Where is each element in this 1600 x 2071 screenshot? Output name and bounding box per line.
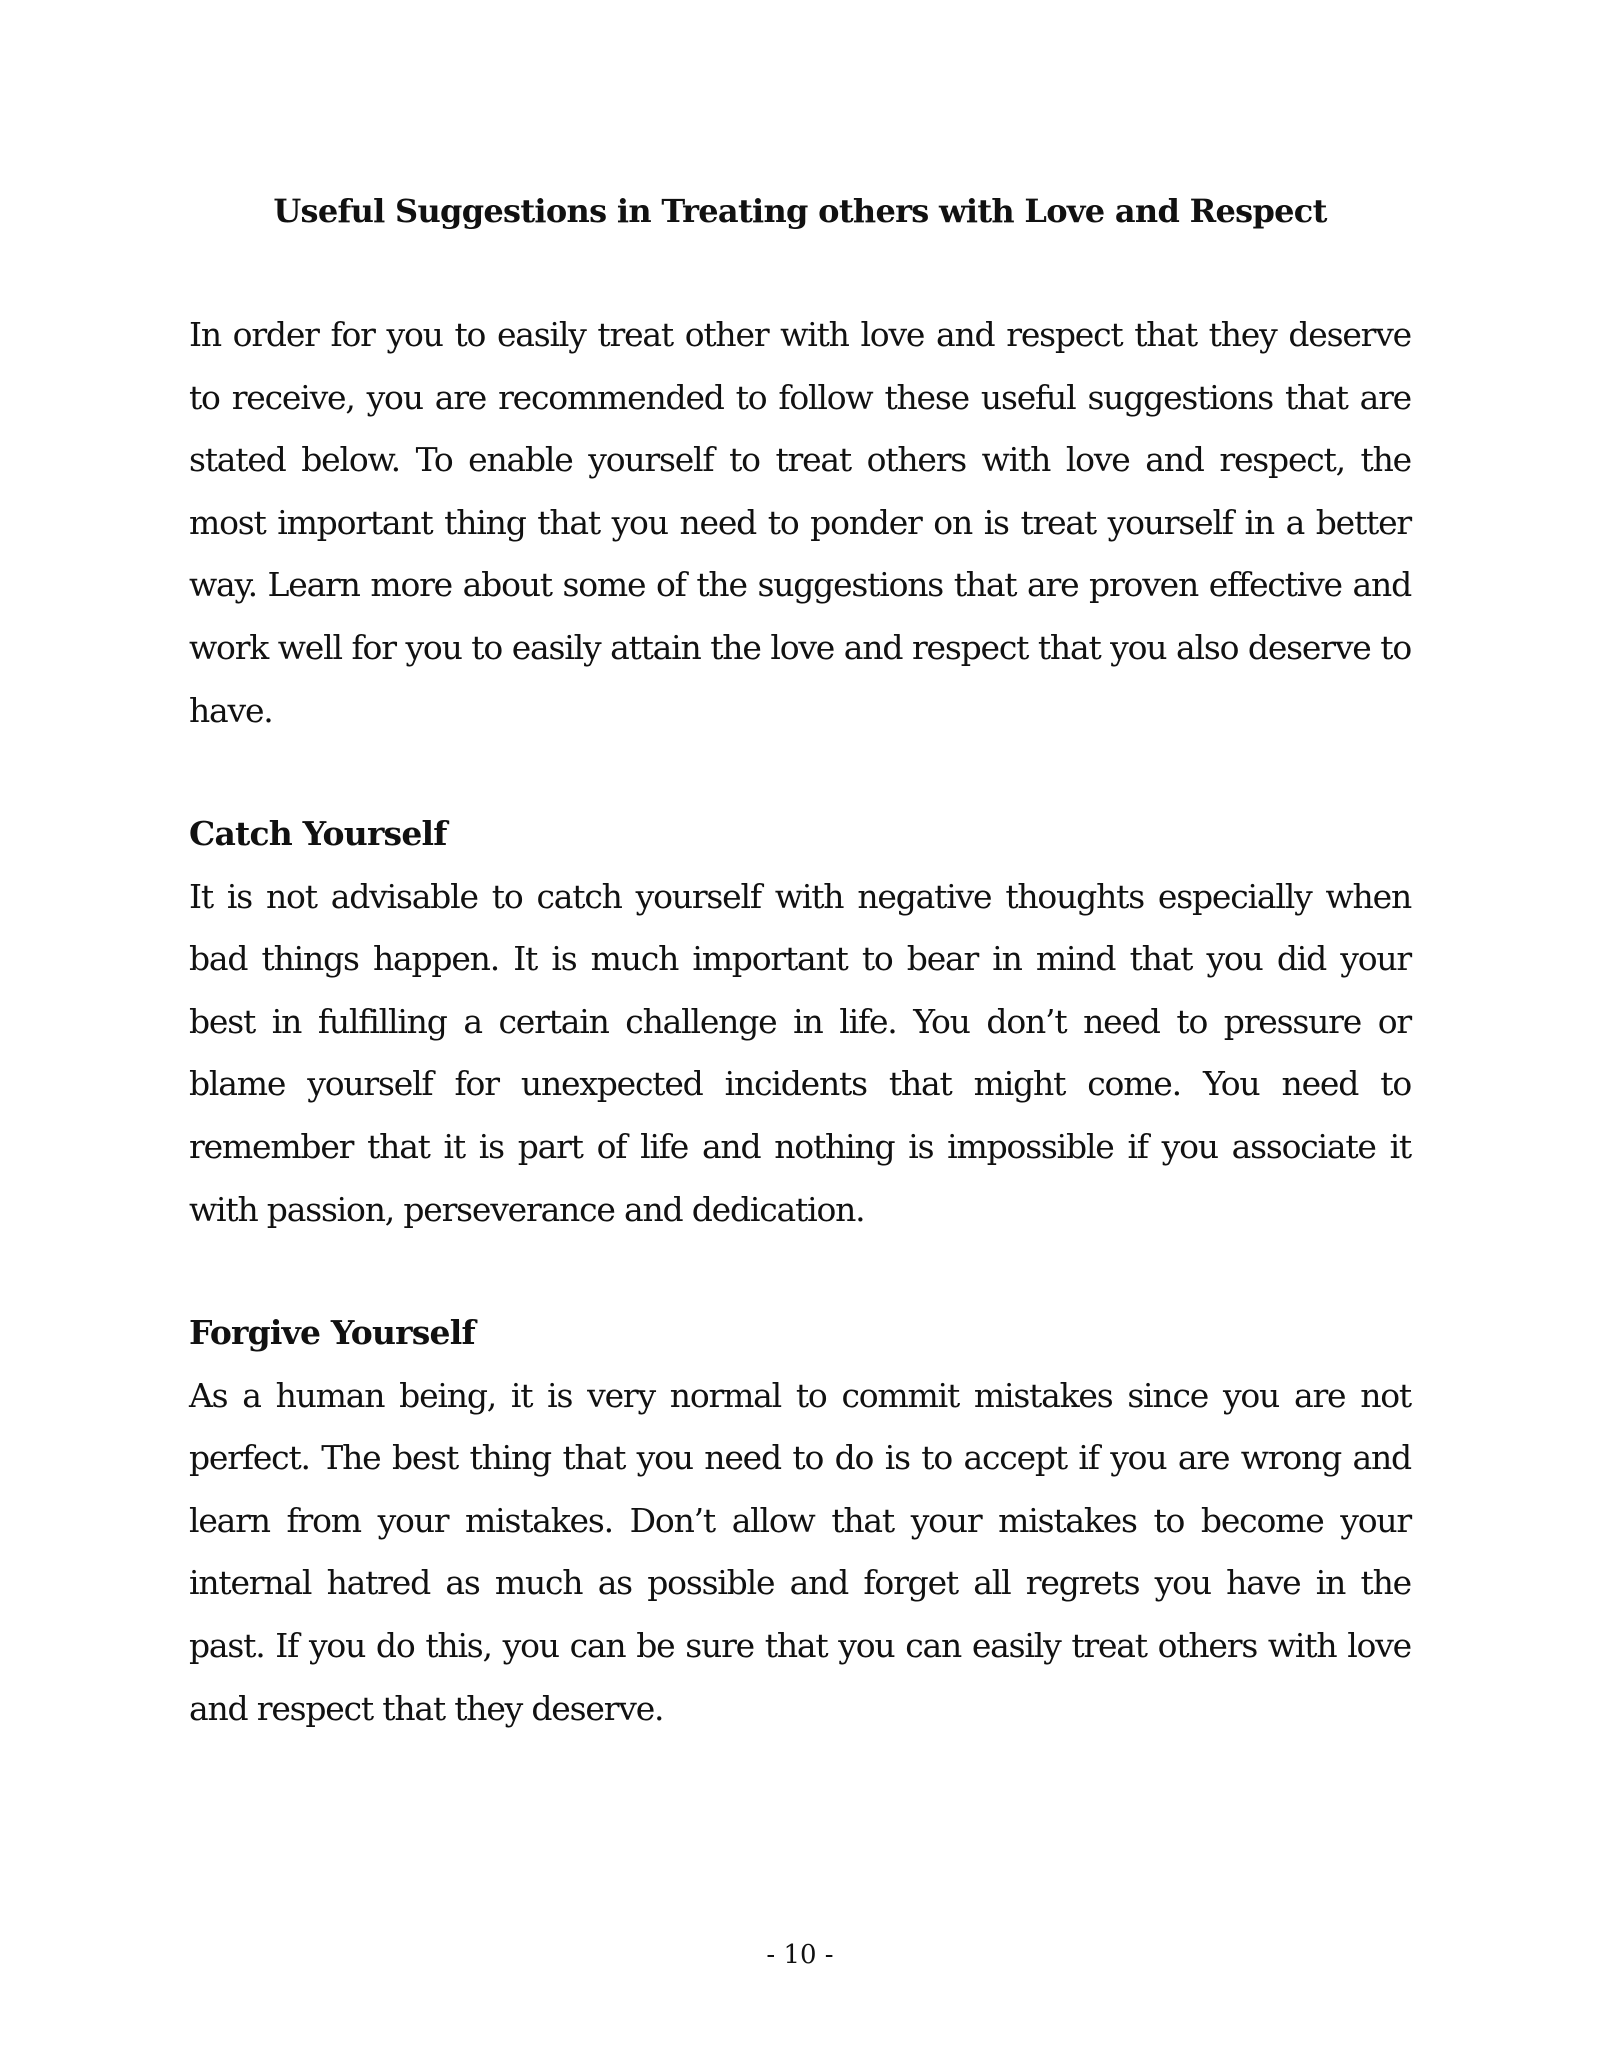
forgive-yourself-section (189, 1302, 1411, 1740)
page-number: - 10 - (766, 1940, 834, 1970)
catch-yourself-heading: Catch Yourself (189, 814, 447, 853)
forgive-yourself-heading: Forgive Yourself (189, 1313, 475, 1352)
catch-yourself-section (189, 803, 1411, 1241)
page-title: Useful Suggestions in Treating others with Love and Respect (273, 192, 1327, 230)
intro-paragraph: In order for you to easily treat other with love and respect that they deserve to receive, you are recommended to follow these useful suggestions that are stated below. To enable yourself to treat others with love and respect, the most important thing that you need to ponder on is treat yourself in a better way. Learn more about some of the suggestions that are proven effective and work well for you to easily attain the love and respect that you also deserve to have. (189, 315, 1411, 730)
catch-yourself-paragraph: It is not advisable to catch yourself with negative thoughts especially when bad things happen. It is much important to bear in mind that you did your best in fulfilling a certain challenge in life. You don’t need to pressure or blame yourself for unexpected incidents that might come. You need to remember that it is part of life and nothing is impossible if you associate it with passion, perseverance and dedication. (189, 876, 1411, 1229)
intro-section (189, 304, 1411, 742)
forgive-yourself-paragraph: As a human being, it is very normal to commit mistakes since you are not perfect. The best thing that you need to do is to accept if you are wrong and learn from your mistakes. Don’t allow that your mistakes to become your internal hatred as much as possible and forget all regrets you have in the past. If you do this, you can be sure that you can easily treat others with love and respect that they deserve. (189, 1375, 1411, 1728)
